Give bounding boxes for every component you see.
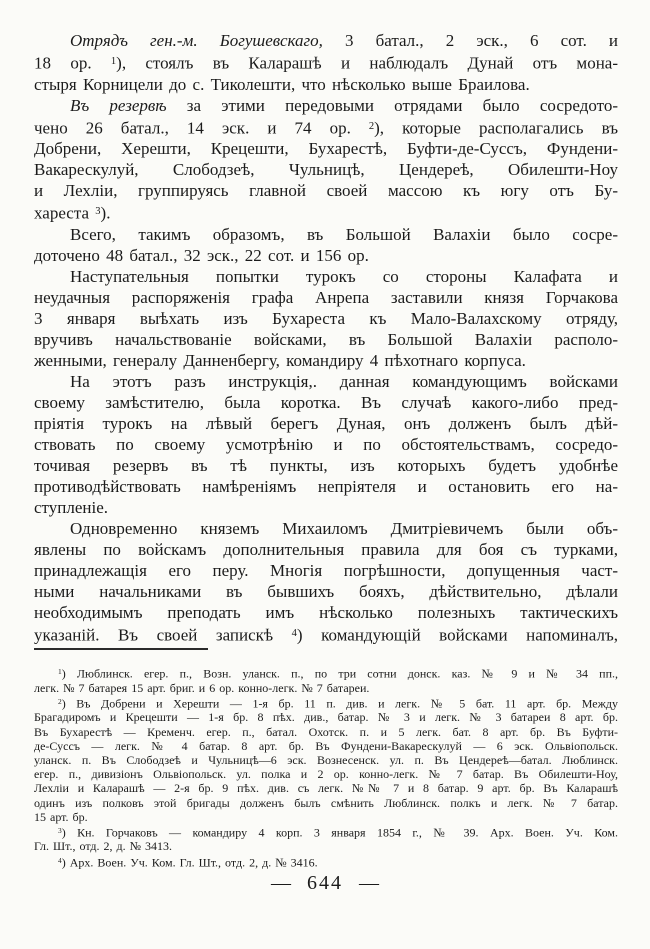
text-line <box>34 539 618 560</box>
text-run: Лехліи и Каларашѣ — 2-я бр. 9 пѣх. див. съ легк. №№ 7 и 8 батар. 9 арт. бр. Въ Каларашѣ <box>34 781 618 796</box>
text-run: ). <box>100 204 111 224</box>
text-line <box>34 665 618 681</box>
text-line <box>34 287 618 308</box>
text-run: Одновременно княземъ Михаиломъ Дмитріевичемъ были объ- <box>70 519 618 539</box>
text-run: пріятія турокъ на лѣвый берегъ Дуная, онъ долженъ былъ дѣй- <box>34 414 618 434</box>
footnote-marker: 1 <box>110 56 117 67</box>
text-line <box>34 476 618 497</box>
text-run: 3 батал., 2 эск., 6 сот. и <box>322 31 618 50</box>
text-run: неудачныя распоряженія графа Анрепа заставили князя Горчакова <box>34 288 618 308</box>
footnote-marker: 4 <box>58 855 62 865</box>
footer-dash-left: — <box>271 872 291 894</box>
text-run: женными, генералу Данненбергу, командиру 4 пѣхотнаго корпуса. <box>34 351 526 371</box>
text-line <box>34 695 618 711</box>
text-line <box>34 95 618 116</box>
text-run: чено 26 батал., 14 эск. и 74 ор. <box>34 118 369 138</box>
emphasis-run: Отрядъ ген.-м. Богушевскаго, <box>70 31 323 50</box>
text-line <box>34 796 618 810</box>
text-run: явлены по войскамъ дополнительныя правила для боя съ турками, <box>34 540 618 560</box>
text-line <box>34 681 618 695</box>
text-line <box>34 116 618 139</box>
text-line <box>34 623 618 646</box>
page-number: 644 <box>307 872 343 894</box>
text-run: де-Суссъ — легк. № 4 батар. 8 арт. бр. Въ Фундени-Вакарескулуй — 6 эск. Ольвіопольск. <box>34 738 618 753</box>
text-run: Брагадиромъ и Крецешти — 1-я бр. 8 пѣх. див., батар. № 3 и легк. № 3 батареи 8 арт. бр. <box>34 710 618 725</box>
text-run: стыря Корницели до с. Тиколешти, что нѣсколько выше Браилова. <box>34 74 530 94</box>
emphasis-run: Въ резервѣ <box>70 95 167 115</box>
text-line <box>34 781 618 795</box>
text-run: ступленіе. <box>34 498 108 518</box>
text-run: ) Люблинск. егер. п., Возн. уланск. п., по три сотни донск. каз. № 9 и № 34 пп., <box>61 666 618 681</box>
text-run: ), которые располагались въ <box>374 118 618 138</box>
text-run: доточено 48 батал., 32 эск., 22 сот. и 156 ор. <box>34 246 369 266</box>
text-run: ) Кн. Горчаковъ — командиру 4 корп. 3 января 1854 г., № 39. Арх. Воен. Уч. Ком. <box>61 825 618 840</box>
text-line <box>34 413 618 434</box>
text-line <box>34 455 618 476</box>
text-line <box>34 824 618 840</box>
text-run: легк. № 7 батарея 15 арт. бриг. и 6 ор. конно-легк. № 7 батареи. <box>34 680 370 695</box>
text-run: необходимымъ преподать имъ нѣсколько полезныхъ тактическихъ <box>34 603 618 623</box>
text-run: противодѣйствовать намѣреніямъ непріятеля и остановить его на- <box>34 477 618 497</box>
footnote-marker: 4 <box>291 628 297 640</box>
text-run: На этотъ разъ инструкція,. данная командующимъ войсками <box>70 372 618 392</box>
text-line <box>34 51 618 74</box>
text-run: за этими передовыми отрядами было сосредото- <box>166 95 618 115</box>
text-run: и Лехліи, группируясь главной своей массою къ югу отъ Бу- <box>34 181 618 201</box>
text-run: ) Въ Добрени и Херешти — 1-я бр. 11 п. див. и легк. № 5 бат. 11 арт. бр. Между <box>61 696 618 711</box>
text-run: ) командующій войсками напоминалъ, <box>296 625 618 645</box>
text-line <box>34 739 618 753</box>
text-line <box>34 392 618 413</box>
text-run: хареста <box>34 204 96 224</box>
text-run: Вакарескулуй, Слободзеѣ, Чульницѣ, Цендереѣ, Обилешти-Ноу <box>34 160 618 180</box>
text-line <box>34 497 618 518</box>
text-run: уланск. п. Въ Слободзеѣ и Чульницѣ—6 эск. Вознесенск. ул. п. Въ Цендереѣ—батал. Люблинск. <box>34 752 618 767</box>
footnote-marker: 3 <box>58 825 62 835</box>
text-run: принадлежащія его перу. Многія погрѣшности, допущенныя част- <box>34 561 618 581</box>
footnotes-block <box>34 665 618 869</box>
text-line <box>34 839 618 853</box>
text-line <box>34 518 618 539</box>
text-line <box>34 854 618 870</box>
text-run: егер. п., дивизіонъ Ольвіопольск. ул. полка и 2 ор. конно-легк. № 7 батар. Въ Обилешти-Ноу, <box>34 767 618 782</box>
text-run: вручивъ начальствованіе войсками, въ Большой Валахіи располо- <box>34 330 618 350</box>
text-line <box>34 581 618 602</box>
text-line <box>34 434 618 455</box>
text-line <box>34 560 618 581</box>
text-line <box>34 159 618 180</box>
text-run: 3 января выѣхать изъ Бухареста къ Мало-Валахскому отряду, <box>34 309 618 329</box>
text-run: Въ Бухарестѣ — Кременч. егер. п., батал. Охотск. п. и 5 легк. бат. 8 арт. бр. Въ Буфти- <box>34 724 618 739</box>
text-line <box>34 138 618 159</box>
text-run: Гл. Шт., отд. 2, д. № 3413. <box>34 839 173 854</box>
text-run: Всего, такимъ образомъ, въ Большой Валахіи было сосре- <box>70 225 618 245</box>
text-run: точивая резервъ въ тѣ пункты, изъ которыхъ будетъ удобнѣе <box>34 456 618 476</box>
footnote-marker: 2 <box>368 120 375 132</box>
text-run: ными начальниками въ бывшихъ бояхъ, дѣйствительно, дѣлали <box>34 582 618 602</box>
text-line <box>34 245 618 266</box>
footnote-marker: 1 <box>58 667 62 676</box>
text-line <box>34 74 618 95</box>
text-run: своему замѣстителю, была коротка. Въ случаѣ какого-либо пред- <box>34 393 618 413</box>
text-line <box>34 350 618 371</box>
text-line <box>34 329 618 350</box>
text-line <box>34 753 618 767</box>
text-line <box>34 180 618 201</box>
text-line <box>34 30 618 51</box>
text-line <box>34 371 618 392</box>
text-line <box>34 201 618 224</box>
footnote-marker: 3 <box>95 206 101 218</box>
text-line <box>34 224 618 245</box>
text-line <box>34 725 618 739</box>
text-line <box>34 710 618 724</box>
text-line <box>34 602 618 623</box>
text-line <box>34 266 618 287</box>
text-run: Добрени, Херешти, Крецешти, Бухарестѣ, Буфти-де-Суссъ, Фундени- <box>34 139 618 159</box>
text-run: ), стоялъ въ Каларашѣ и наблюдалъ Дунай отъ мона- <box>116 53 618 73</box>
footnote-marker: 2 <box>58 696 62 706</box>
text-run: указаній. Въ своей запискѣ <box>34 625 292 645</box>
main-text-block <box>34 30 618 646</box>
text-line <box>34 810 618 824</box>
text-line <box>34 308 618 329</box>
text-run: одинъ изъ полковъ этой бригады долженъ былъ смѣнить Люблинск. полкъ и легк. № 7 батар. <box>34 795 618 810</box>
text-run: ) Арх. Воен. Уч. Ком. Гл. Шт., отд. 2, д. № 3416. <box>61 855 318 870</box>
text-line <box>34 767 618 781</box>
text-run: 18 ор. <box>34 53 111 73</box>
page-footer <box>0 872 650 895</box>
text-run: ствовать по своему усмотрѣнію и по обстоятельствамъ, сосредо- <box>34 435 618 455</box>
footnote-separator <box>34 648 208 650</box>
text-run: Наступательныя попытки турокъ со стороны Калафата и <box>70 267 618 287</box>
text-run: 15 арт. бр. <box>34 809 88 824</box>
footer-dash-right: — <box>359 872 379 894</box>
